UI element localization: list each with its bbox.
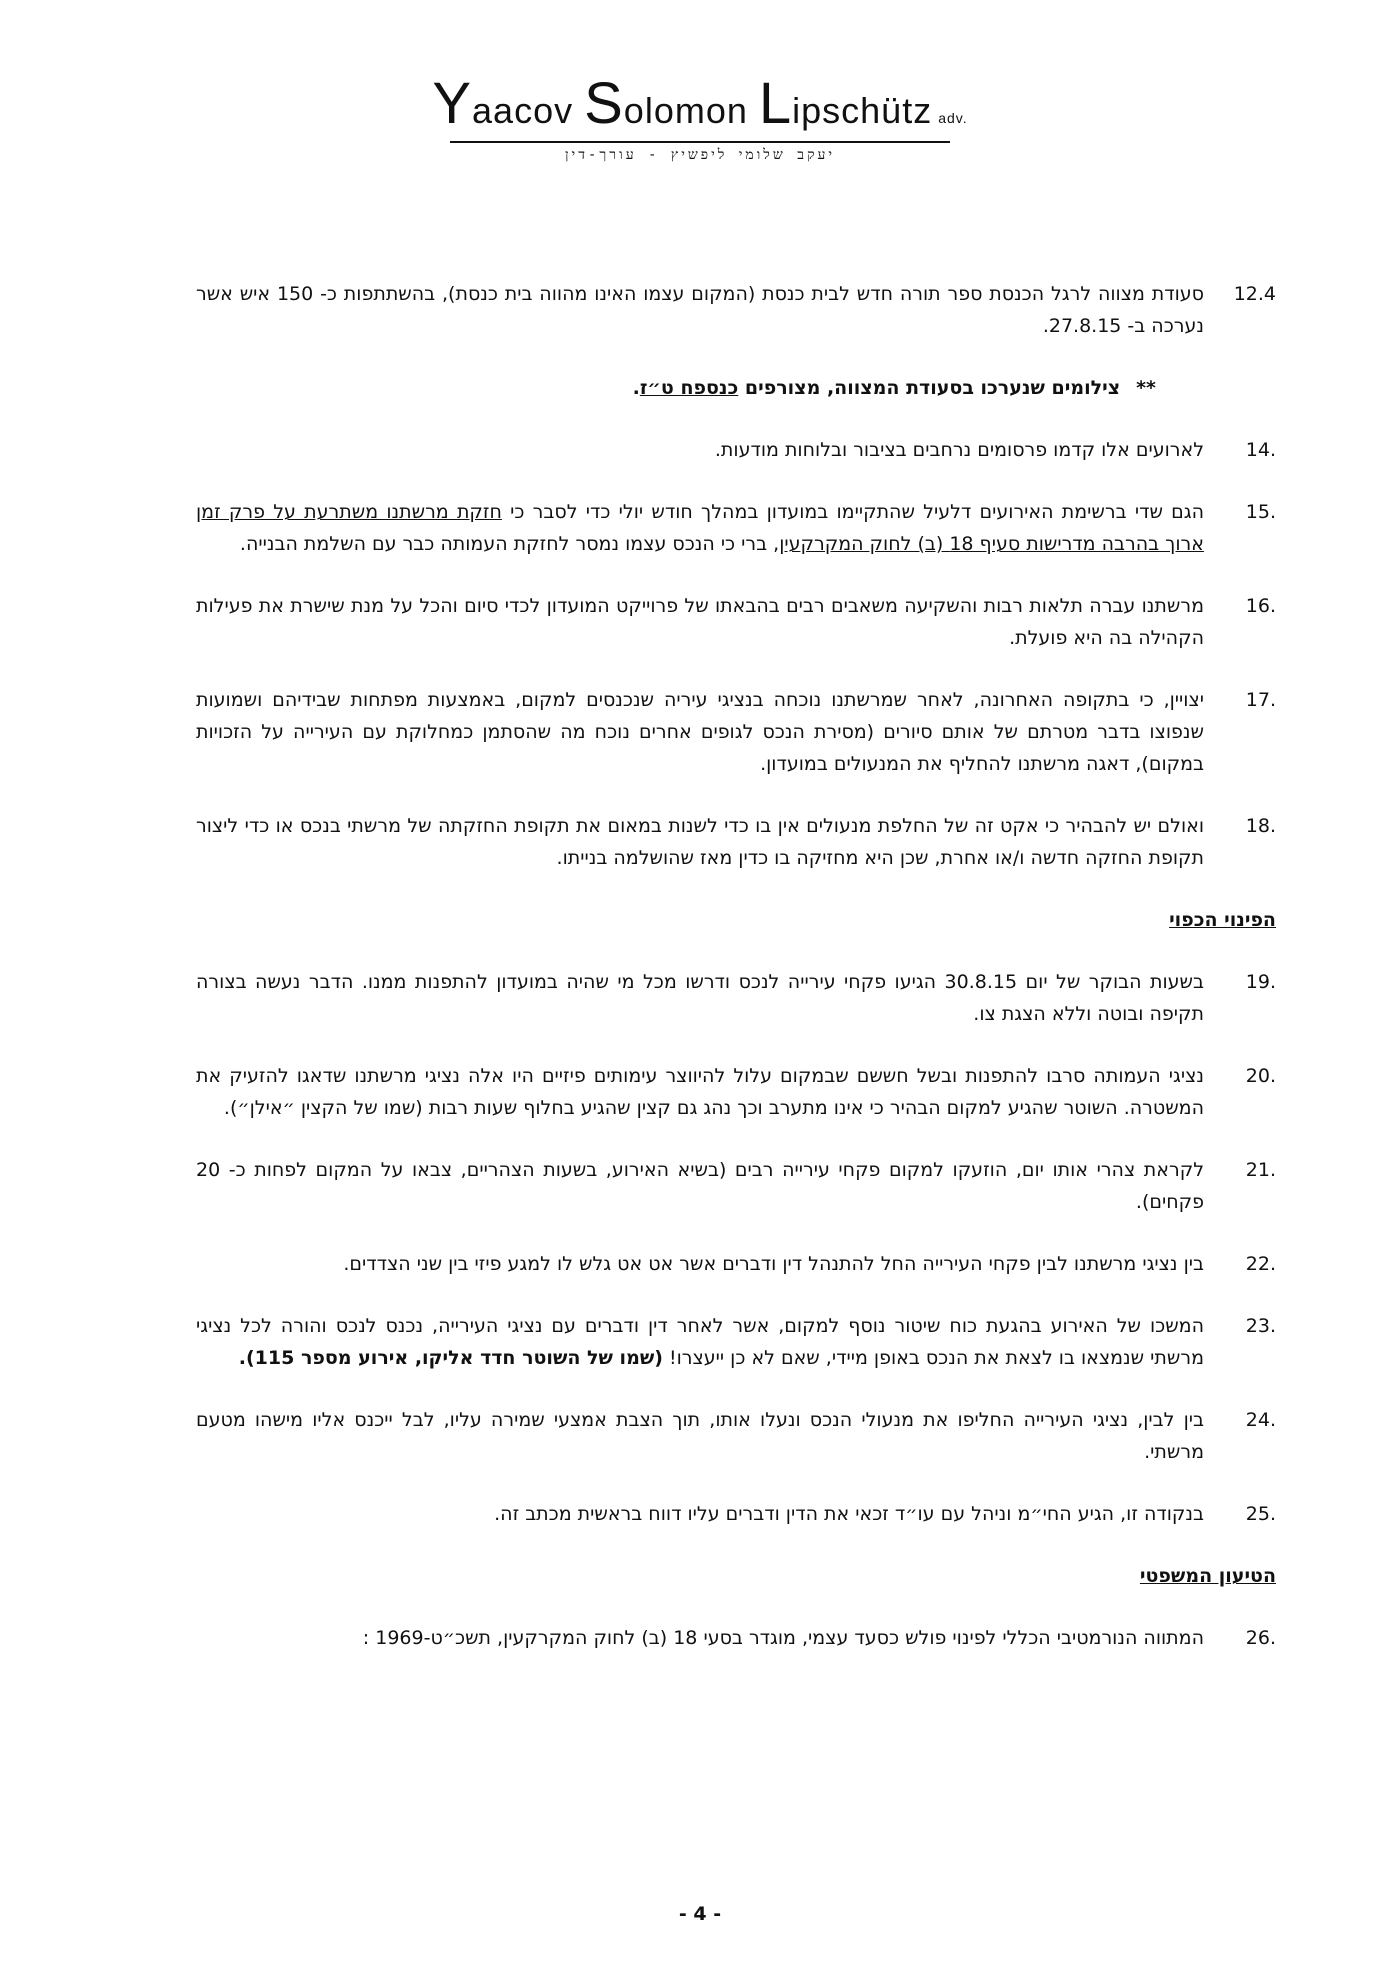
firm-suffix: adv. <box>938 110 968 126</box>
note-text: צילומים שנערכו בסעודת המצווה, מצורפים כנספח ט״ז. <box>632 377 1121 399</box>
paragraph-number: 18. <box>1245 815 1276 837</box>
paragraph-text: בנקודה זו, הגיע החי״מ וניהל עם עו״ד זכאי את הדין ודברים עליו דווח בראשית מכתב זה. <box>494 1503 1204 1525</box>
paragraph-number: 17. <box>1245 689 1276 711</box>
appendix-note <box>196 372 1276 404</box>
paragraph-number: 15. <box>1245 501 1276 523</box>
paragraph-20 <box>196 1060 1276 1124</box>
paragraph-12-4 <box>196 278 1276 342</box>
paragraph-number: 24. <box>1245 1409 1276 1431</box>
paragraph-number: 25. <box>1245 1503 1276 1525</box>
paragraph-text: יצויין, כי בתקופה האחרונה, לאחר שמרשתנו נוכחה בנציגי עיריה שנכנסים למקום, באמצעות מפתחות שבידיהם ושמועות שנפוצו בדבר מטרתם של אותם סיורים (מסירת הנכס לגופים אחרים נוכח מה שהסתמן כמחלוקת עם העירייה על הזכויות במקום), דאגה מרשתנו להחליף את המנעולים במועדון. <box>196 689 1204 775</box>
paragraph-text: בשעות הבוקר של יום 30.8.15 הגיעו פקחי עירייה לנכס ודרשו מכל מי שהיה במועדון להתפנות ממנו. הדבר נעשה בצורה תקיפה ובוטה וללא הצגת צו. <box>196 971 1204 1025</box>
paragraph-text: בין לבין, נציגי העירייה החליפו את מנעולי הנכס ונעלו אותו, תוך הצבת אמצעי שמירה עליו, לבל ייכנס אליו מישהו מטעם מרשתי. <box>196 1409 1204 1463</box>
paragraph-text: נציגי העמותה סרבו להתפנות ובשל חששם שבמקום עלול להיווצר עימותים פיזיים היו אלה נציגי מרשתנו שדאגו להזעיק את המשטרה. השוטר שהגיע למקום הבהיר כי אינו מתערב וכך נהג גם קצין שהגיע בחלוף שעות רבות (שמו של הקצין ״אילן״). <box>196 1065 1204 1119</box>
paragraph-text: לקראת צהרי אותו יום, הוזעקו למקום פקחי עירייה רבים (בשיא האירוע, בשעות הצהריים, צבאו על המקום לפחות כ- 20 פקחים). <box>196 1159 1204 1213</box>
paragraph-number: 14. <box>1245 439 1276 461</box>
firm-name: Yaacov Solomon Lipschütz adv. <box>432 71 968 136</box>
paragraph-24 <box>196 1404 1276 1468</box>
paragraph-text: המשכו של האירוע בהגעת כוח שיטור נוסף למקום, אשר לאחר דין ודברים עם נציגי העירייה, נכנס לנכס והורה לכל נציגי מרשתי שנמצאו בו לצאת את הנכס באופן מיידי, שאם לא כן ייעצרו! (שמו של השוטר חדד אליקו, אירוע מספר 115). <box>196 1315 1204 1369</box>
paragraph-text: המתווה הנורמטיבי הכללי לפינוי פולש כסעד עצמי, מוגדר בסעי 18 (ב) לחוק המקרקעין, תשכ״ט-1969 : <box>362 1627 1204 1649</box>
section-heading-legal-argument: הטיעון המשפטי <box>1139 1565 1276 1587</box>
paragraph-21 <box>196 1154 1276 1218</box>
letterhead <box>0 70 1400 164</box>
paragraph-number: 20. <box>1245 1065 1276 1087</box>
paragraph-text: מרשתנו עברה תלאות רבות והשקיעה משאבים רבים בהבאתו של פרוייקט המועדון לכדי סיום והכל על מנת שישרת את פעילות הקהילה בה היא פועלת. <box>196 595 1204 649</box>
paragraph-25 <box>196 1498 1276 1530</box>
paragraph-number: 21. <box>1245 1159 1276 1181</box>
section-heading-forced-eviction: הפינוי הכפוי <box>1169 909 1276 931</box>
paragraph-number: 22. <box>1245 1253 1276 1275</box>
paragraph-22 <box>196 1248 1276 1280</box>
paragraph-23 <box>196 1310 1276 1374</box>
firm-subtitle: יעקב שלומי ליפשיץ - עורך-דין <box>564 147 836 163</box>
paragraph-number: 19. <box>1245 971 1276 993</box>
document-body <box>196 278 1276 1684</box>
paragraph-18 <box>196 810 1276 874</box>
paragraph-text: סעודת מצווה לרגל הכנסת ספר תורה חדש לבית כנסת (המקום עצמו האינו מהווה בית כנסת), בהשתתפות כ- 150 איש אשר נערכה ב- 27.8.15. <box>196 283 1204 337</box>
paragraph-26 <box>196 1622 1276 1654</box>
paragraph-15 <box>196 496 1276 560</box>
paragraph-16 <box>196 590 1276 654</box>
paragraph-number: 23. <box>1245 1315 1276 1337</box>
letterhead-rule <box>450 141 950 143</box>
paragraph-number: 16. <box>1245 595 1276 617</box>
paragraph-text: בין נציגי מרשתנו לבין פקחי העירייה החל להתנהל דין ודברים אשר אט אט גלש לו למגע פיזי בין שני הצדדים. <box>343 1253 1204 1275</box>
paragraph-text: ואולם יש להבהיר כי אקט זה של החלפת מנעולים אין בו כדי לשנות במאום את תקופת החזקתה של מרשתי בנכס או כדי ליצור תקופת החזקה חדשה ו/או אחרת, שכן היא מחזיקה בו כדין מאז שהושלמה בנייתו. <box>196 815 1204 869</box>
note-stars: ** <box>1136 377 1156 399</box>
page-number: - 4 - <box>678 1903 722 1925</box>
paragraph-14 <box>196 434 1276 466</box>
paragraph-text: הגם שדי ברשימת האירועים דלעיל שהתקיימו במועדון במהלך חודש יולי כדי לסבר כי חזקת מרשתנו משתרעת על פרק זמן ארוך בהרבה מדרישות סעיף 18 (ב) לחוק המקרקעין, ברי כי הנכס עצמו נמסר לחזקת העמותה כבר עם השלמת הבנייה. <box>196 501 1204 555</box>
paragraph-19 <box>196 966 1276 1030</box>
paragraph-17 <box>196 684 1276 780</box>
paragraph-number: 26. <box>1245 1627 1276 1649</box>
paragraph-number: 12.4 <box>1233 283 1276 305</box>
paragraph-text: לארועים אלו קדמו פרסומים נרחבים בציבור ובלוחות מודעות. <box>714 439 1204 461</box>
